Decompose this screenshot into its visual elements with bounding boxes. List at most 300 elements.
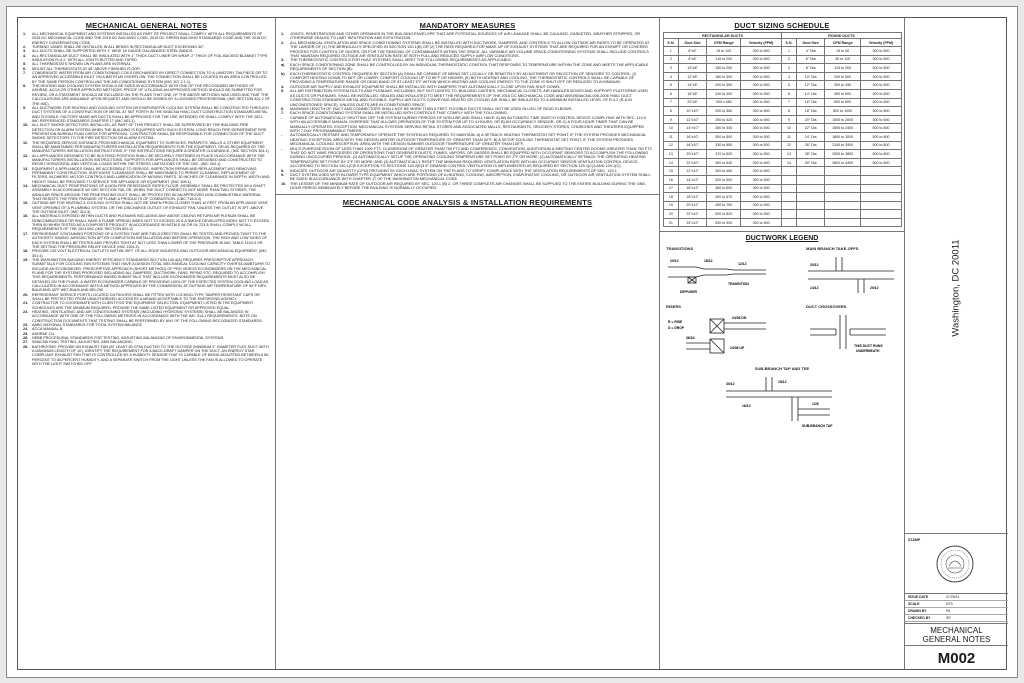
note-text: EACH THERMOSTATIC CONTROL REQUIRED BY SECTION (A) SHALL BE CAPABLE OF BEING SET LOCALLY OR REMOTELY BY ADJUSTMENT OR SELECTION OF SENSORS TO CONTROL: (I) COMFORT HEATING DOWN TO 55°F OR LOWER; COMFORT COOLING UP TO 85°F OR HIGHER; (II) BOTH HEATING AND COOLING, THE THERMOSTATIC CONTROLS SHALL BE CAPABLE OF PROVIDING A TEMPERATURE RANGE OR DEAD BAND OF AT LEAST 5°F WITHIN WHICH HEATING AND COOLING ENERGY TO THE ZONE IS SHUT OFF OR REDUCED TO A MINIMUM. [290,71,637,85]
riser-rise-note: R = RISE [668,320,683,325]
table-cell: 22" Dia [796,124,824,133]
table-row [664,150,902,159]
table-cell: 300 to 500 [741,64,782,73]
table-cell: 16"x10" [678,132,706,141]
table-cell: 300 to 500 [741,47,782,56]
note-text: INDICATE OUTDOOR AIR QUANTITY (CFM) PROVIDED BY EACH HVAC SYSTEM ON THE PLANS TO VERIFY COMPLIANCE WITH THE VENTILATION REQUIREMENTS OF SEC. 120.1. [290,168,618,173]
takeoff-size-2: 14/12 [810,286,819,291]
table-cell [860,210,901,219]
note-text: AABC NATIONAL STANDARDS FOR TOTAL SYSTEM BALANCE [32,323,143,328]
note-number: 4. [23,53,27,58]
note-text: EQUIPMENT & APPLIANCES SHALL BE ACCESSIBLE TO SERVICE, INSPECTION REPAIR AND REPLACEMENT W/O REMOVING PERMANENT CONSTRUCTION. SUFFICIENT CLEARANCE SHALL BE MAINTAINED TO PERMIT CLEANING, REPLACEMENT OF FILTERS, BLOWERS, MOTOR CONTROLS AND LUBRICATION OF MOVING PARTS. 30 INCHES OF CLEARANCE IN DEPTH, WIDTH AND HEIGHT SHALL BE PROVIDED TO SERVICE THE APPLIANCE OR EQUIPMENT. (IMC 306.1) [32,166,270,184]
note-text: PROVIDE 120 VOLT ELECTRICAL OUTLETS WITHIN 25FT. OF ALL ROOF MOUNTED AND OUTDOOR MECHANICAL EQUIPMENT. (IMC 301.4) [32,249,267,258]
table-cell: 500 to 800 [860,141,901,150]
table-row [664,175,902,184]
table-cell: 14"x8" [678,81,706,90]
note-item [281,63,654,72]
table-cell [860,167,901,176]
table-cell: 6 [664,89,679,98]
note-number: - [281,133,283,138]
table-cell: 300 to 500 [860,115,901,124]
sheet-frame [17,17,1007,670]
table-cell: 370 to 620 [707,150,741,159]
note-text: ASHRAE 111. [32,331,56,336]
table-cell: 180 to 300 [707,72,741,81]
checked-by-value: SR [946,616,951,620]
note-item [281,72,654,85]
table-cell: 6" Dia [796,55,824,64]
table-cell: 115 to 200 [707,55,741,64]
table-cell: 300 to 500 [860,55,901,64]
note-text: REFRIGERANT SERVICE PORTS LOCATED OUTDOORS SHALL BE FITTED WITH LOCKING-TYPE TAMPER RESISTANT CAPS OR SHALL BE PROTECTED FROM UNAUTHORIZED ACCESS BY A MEANS ACCEPTABLE TO THE ENFORCING AGENCY. [32,292,260,301]
table-cell: 300 to 500 [741,175,782,184]
table-row [664,89,902,98]
note-number: 7. [23,71,27,76]
table-cell: 18"x10" [678,141,706,150]
note-text: NEBB PROCEDURAL STANDARDS FOR TESTING, ADJUSTING BALANCING OF ENVIRONMENTAL SYSTEMS. [32,336,225,341]
note-text: ACCA MANUAL B. [32,327,64,332]
subbranch-diagram [722,371,842,431]
sheet-title [905,623,1008,645]
table-cell: 250 to 420 [707,115,741,124]
note-text: BATHROOMS: PROVIDE AN EXHAUST FAN (AT LEAST 50 CFM) DUCTED TO THE OUTSIDE (MINIMUM 4" DIAMETER FLEX DUCT WITH A MAXIMUM LENGTH OF 10'). IDENTIFY THE REQUIREMENT FOR A BACK-DRAFT DAMPER ON THE DUCT, AN ENERGY STAR COMPLIANT EXHAUST FAN THAT IS CONTROLLED BY A HUMIDITY SENSOR THAT IS CAPABLE OF BEING ADJUSTED BETWEEN A 50-PERCENT TO 80-PERCENT HUMIDITY, AND A SEPARATE SWITCH FROM THE LIGHT UNLESS THE FAN IS ALLOWED TO OPERATE WITH THE LIGHT SWITCHED OFF. [32,344,270,367]
note-number: 19. [23,257,29,262]
table-cell: 500 to 800 [860,158,901,167]
note-text: THE HEATING AND COOLING SYSTEM SHOULD BE SIZED IN ACCORDANCE WITH ONE OF THE RECOGNIZED METHODS OF ASHRAE, ACCA OR OTHER APPROVED METHODS. PROOF OF UTILIZING AN APPROVED METHOD SHOULD BE SUBMITTED FOR REVIEW, OR A STATEMENT SHOULD BE INCLUDED ON THE PLANS THAT ONE OF THE ABOVE METHODS WAS USED AND THAT THE CALCULATIONS ARE AVAILABLE UPON REQUEST AND SHOULD BE SIGNED BY A LICENSED PROFESSIONAL (IMC SECTION 401.2 OF THE IMC). [32,84,270,106]
subbranch-size-3: 12/8 [812,402,819,407]
table-cell: 400 to 640 [707,158,741,167]
table-row [664,132,902,141]
table-cell: 150 to 250 [707,64,741,73]
table-cell: 240 to 400 [707,89,741,98]
scale-row [905,601,1008,608]
takeoffs-label: MAIN BRANCH TAKE-OFFS [806,246,859,252]
note-number: 8. [23,84,27,89]
transition-size-3: 12/12 [738,262,747,267]
code-analysis-title: MECHANICAL CODE ANALYSIS & INSTALLATION REQUIREMENTS [342,197,593,207]
table-cell [825,210,861,219]
table-cell: 300 to 500 [741,201,782,210]
table-cell: 14"x12" [678,175,706,184]
risers-diagram [666,309,776,357]
table-row [664,115,902,124]
table-cell: 300 to 500 [741,184,782,193]
note-number: 10. [23,123,29,128]
note-number: 8. [281,168,285,173]
note-text: MAXIMUM LENGTH OF DUCT AND CONNECTORS SHALL NOT BE MORE THAN 5 FEET. FLEXIBLE DUCTS SHALL NOT BE USED IN LIEU OF RIGID ELBOWS. [290,106,573,111]
table-cell: 300 to 500 [741,210,782,219]
table-cell: 300 to 500 [741,98,782,107]
table-cell: 12 [782,141,797,150]
note-number: - [281,115,283,120]
table-cell: 12 [664,141,679,150]
table-cell: 300 to 500 [741,107,782,116]
table-cell: 18"x12" [678,193,706,202]
table-row [664,158,902,167]
note-number: 11. [23,140,29,145]
table-cell: 28" Dia [796,150,824,159]
table-cell: 300 to 500 [741,150,782,159]
table-cell [796,201,824,210]
note-item [23,167,270,184]
note-item [281,147,654,169]
table-cell [796,167,824,176]
table-cell: 21 [664,218,679,227]
note-text: AUTOMATICALLY RESTART AND TEMPORARILY OPERATE THE SYSTEM AS REQUIRED TO MAINTAIN: A) A SETBACK HEATING THERMOSTAT SET POINT, IF THE SYSTEM PROVIDES MECHANICAL HEATING; EXCEPTION: AREA WITH THE DESIGN WINTER OUTDOOR TEMPERATURE OF GREATER THAN 32°F. B) A SETUP COOLING THERMOSTAT SET POINT, IF THE SYSTEM PROVIDES MECHANICAL COOLING. EXCEPTION: AREA WITH THE DESIGN SUMMER OUTDOOR TEMPERATURE OF GREATER THAN 100°F. [290,133,647,147]
table-cell [860,218,901,227]
table-row [664,210,902,219]
table-cell: 2100 to 3400 [825,141,861,150]
note-text: ALL MECHANICAL VENTILATION AND SPACE-CONDITIONING SYSTEMS SHALL BE INSTALLED WITH DUCTWORK, DAMPERS, AND CONTROLS TO ALLOW OUTSIDE AIR RATES TO BE OPERATED AT THE LARGER OF (1) THE BERNOULLI'S SPECIFIED IN SECTION 120.1(B) OR (2) THE RATE REQUIRED FOR MAKE UP OF EXHAUST SYSTEMS THAT ARE REQUIRED FOR AN EXEMPT OR COVERED PROCESS FOR CONTROL OF ODORS, OR FOR THE REMOVAL OF CONTAMINANTS WITHIN THE SPACE. ALL VARIABLE AIR VOLUME SPACE-CONDITIONING SYSTEMS SHALL INCLUDE CONTROLS THAT MAINTAIN REQUIRED OUTSIDE AIR VENTILATION RATE AT BOTH FULL AND REDUCED SUPPLY AIRFLOW CONDITIONS. [290,40,650,59]
note-number: 5. [281,89,285,94]
duct-schedule-title: DUCT SIZING SCHEDULE [734,21,830,30]
takeoff-size-1: 20/12 [810,263,819,268]
table-cell: 12" Dia [796,81,824,90]
table-cell: 20" Dia [796,115,824,124]
issue-date-row [905,594,1008,601]
table-row [664,72,902,81]
table-row [664,184,902,193]
note-item [23,301,270,310]
note-item [23,214,270,231]
note-number: 4. [281,84,285,89]
table-cell: 260 to 440 [707,124,741,133]
project-location-text: Washington, DC 20011 [950,239,962,337]
note-item [23,32,270,45]
subbranch-label: SUB-BRANCH TAP AND TEE [754,366,810,372]
note-number: 18. [23,249,29,254]
note-item [281,173,654,182]
table-cell [782,210,797,219]
table-cell: 16 [664,175,679,184]
table-cell: 300 to 500 [860,107,901,116]
table-cell: 300 to 500 [860,98,901,107]
note-item [23,249,270,258]
note-item [23,141,270,154]
table-cell: 200 to 360 [707,107,741,116]
scale-value: NTS [946,602,953,606]
table-cell [825,201,861,210]
note-number: 14. [23,184,29,189]
note-number: 22. [23,310,29,314]
note-number: 20. [23,292,29,297]
note-text: ALL RECTANGULAR DUCT SHALL BE INSULATED WITH 1" THICK DUCT LINER OR WRAP, 2" THICK OF FOIL BACKED BLANKET TYPE INSULATION R=4.2. WITH ALL JOINTS BUTTED AND TAPED. [32,53,268,63]
note-item [281,41,654,59]
issue-date-label: ISSUE DATE [908,595,929,599]
note-item [23,123,270,140]
note-number: 9. [281,173,285,177]
table-cell [782,167,797,176]
note-number: 21. [23,301,29,306]
note-number: 25. [23,331,29,336]
stamp-label: STAMP [908,538,921,542]
table-cell: 15 to 100 [707,47,741,56]
note-number: 1. [23,32,27,36]
note-number: 15. [23,201,29,206]
table-cell: 400 to 670 [707,193,741,202]
duct-column [660,18,905,669]
note-item [23,201,270,214]
note-number: - [281,146,283,151]
table-row [664,64,902,73]
table-cell: 2 [782,55,797,64]
duct-column-headers [664,39,902,47]
table-cell: 9 [782,115,797,124]
note-text: TURNING VANES SHALL BE INSTALLED IN ALL BENDS IN RECTANGULAR DUCT EXCEEDING 30°. [32,45,205,50]
table-cell: 6"x6" [678,47,706,56]
table-cell: 3 [782,64,797,73]
table-cell [782,193,797,202]
table-cell [860,175,901,184]
table-cell: 300 to 500 [741,72,782,81]
legend-risers [666,304,776,357]
note-text: ALL APPLIANCES DESIGNED TO BE IN A FIXED POSITION SHALL BE SECURELY FASTENED IN PLACE IN ACCORDANCE WITH THE MANUFACTURERS INSTALLATION INSTRUCTIONS. SUPPORTS FOR APPLIANCES SHALL BE DESIGNED AND CONSTRUCTED TO RESIST HORIZONTAL AND VERTICAL LOADS WITHIN THE STRESS LIMITATIONS OF THE CBC. (IMC 304.1) [32,153,265,167]
table-cell [860,184,901,193]
note-number: 1. [281,32,285,36]
note-item [23,258,270,293]
drawn-by-label: DRAWN BY [908,609,927,613]
table-cell: 530 to 900 [707,218,741,227]
note-number: 3. [281,58,285,63]
stamp-box [905,533,1008,593]
round-ducts-header: ROUND DUCTS [782,33,902,39]
table-cell: 300 to 500 [741,89,782,98]
table-cell: 300 to 500 [741,115,782,124]
note-text: ALL DUCTWORK FOR HEATING AND COOLING SYSTEM OR EVAPORATIVE COOLING SYSTEM SHALL BE CONSTRUCTED THROUGH DUCT SYSTEMS OF A CONSTRUCTION OF METAL AT SET FORTH IN THE SMACNA HVAC DUCT CONSTRUCTION STANDARD-METAL AND FLEXIBLE. FACTORY MADE AIR DUCTS SHALL BE APPROVED FOR THE USE INTENDED OR SHALL COMPLY WITH THE 2021 IMC REFERENCED STANDARDS CHAPTER 17 (IMC 603.1). [32,105,269,123]
table-cell: 300 to 500 [741,167,782,176]
note-number: 6. [281,106,285,111]
crossovers-label: DUCT CROSSOVERS [806,304,847,310]
issue-date-value: 07/29/24 [946,595,960,599]
transition-size-1: 20/12 [670,259,679,264]
table-cell: 330 to 550 [707,141,741,150]
table-cell: 2 [664,55,679,64]
note-number: 6. [23,66,27,71]
table-cell: 24" Dia [796,132,824,141]
table-row [664,47,902,56]
note-item [281,182,654,191]
note-text: THE REQUIRED SERVICE DISTANCE FROM MECHANICAL EQUIPMENT TO SURFACES, PARAPETS, WALLS & OTHER EQUIPMENT SHALL BE MAINTAINED PER MANUFACTURERS INSTALLATION REQUIREMENTS FOR THE EQUIPMENT, OR AS REQUIRED BY THE MANUFACTURERS INSTALLATION INSTRUCTIONS, IF THE INSTRUCTIONS REQUIRE A GREATER CLEARANCE. (IMC SECTION 304.1) [32,140,269,154]
table-cell: 300 to 500 [741,81,782,90]
duct-column-header: Duct Size [678,39,706,47]
table-cell [825,184,861,193]
crossover-note-2: UNDERNEATH [856,349,880,354]
note-item [23,293,270,302]
note-text: REFRIGERANT CONTAINING PORTIONS OF A SYSTEM THAT ARE FIELD ERECTED SHALL BE TESTED AND PROVED TIGHT TO THE AUTHORITY HAVING JURISDICTION AFTER COMPLETION INSTALLATION AND BEFORE OPERATION. THE HIGH AND LOW SIDES OF EACH SYSTEM SHALL BE TESTED AND PROVED TIGHT AT NOT LESS THAN LOWER OF THE PRESSURE IN IMC TABLE 1104.3 OR THE SETTING THE PRESSURE RELIEF DEVICE (IMC 1104.3). [32,231,268,249]
note-number: 16. [23,214,29,219]
seal-icon [935,544,975,584]
note-text: MECHANICAL DUCT PENETRATIONS OF A NON-FIRE RESISTANCE RATED FLOOR, ASSEMBLY SHALL BE PROTECTED W/ A SHAFT ASSEMBLY IN ACCORDANCE W/ CBC SECTION 708, OR, WHEN THE DUCT CONNECTS NOT MORE THAN TWO STORIES, THE ANNULAR SPACE AROUND THE PENETRATING DUCT SHALL BE PROTECTED W/ AN APPROVED NON-COMBUSTIBLE MATERIAL THAT RESISTS THE FREE PASSAGE OF FLAME & PRODUCTS OF COMBUSTION. (CBC 716.5.3) [32,184,266,202]
table-row [664,141,902,150]
note-item [281,116,654,134]
note-text: MOUNT ALL THERMOSTATS AT 48" ABOVE FINISHED FLOOR. [32,66,141,71]
table-cell: 10 [664,124,679,133]
table-cell: 3 [664,64,679,73]
note-number: 12. [23,153,29,158]
table-cell: 500 to 800 [860,132,901,141]
table-cell: 5 [664,81,679,90]
note-number: 13. [23,166,29,171]
table-cell: 20"x8" [678,98,706,107]
table-cell: 9 [664,115,679,124]
title-block [905,18,1008,669]
duct-column-header: Velocity (FPM) [741,39,782,47]
table-cell: 2500 to 3800 [825,150,861,159]
table-cell: 1000 to 2000 [825,115,861,124]
note-number: 26. [23,336,29,341]
risers-label: RISERS [666,304,681,310]
note-number: 24. [23,327,29,332]
note-text: ALL DUCT SMOKE DETECTORS INSTALLED, AS PART OF THIS PROJECT SHALL BE SUPERVISED BY THE BUILDING FIRE DETECTION OR ALARM SYSTEM WHEN THE BUILDING IS EQUIPPED WITH SUCH SYSTEM. LONG REACH FIRE DEPARTMENT FIRE PREVENTION BUREAU PLAN CHECK FOR APPROVAL. CONTRACTOR SHALL BE RESPONSIBLE FOR CONNECTION OF THE DUCT SMOKE DETECTORS TO THE FIRE DETECTION OR ALARM SYSTEM. [32,123,267,141]
rect-ducts-header: RECTANGULAR DUCTS [664,33,782,39]
duct-sizing-table [663,32,902,227]
drawn-by-value: PA [946,609,951,613]
table-cell: 300 to 450 [825,81,861,90]
ductwork-legend-title: DUCTWORK LEGEND [660,231,904,244]
table-cell: 1 [664,47,679,56]
table-cell: 300 to 480 [707,167,741,176]
note-item [281,133,654,146]
note-number: 9. [23,105,27,110]
table-cell: 6 [782,89,797,98]
note-number: 10. [281,181,287,186]
table-cell: 300 to 500 [741,124,782,133]
table-cell: 14 [782,158,797,167]
table-cell [825,167,861,176]
table-cell [860,193,901,202]
table-cell [796,175,824,184]
duct-column-header: S.N. [782,39,797,47]
table-row [664,167,902,176]
table-cell: 800 to 1000 [825,107,861,116]
table-cell: 18 [664,193,679,202]
table-cell: 600 to 800 [825,98,861,107]
table-cell: 500 to 800 [860,124,901,133]
note-text: JOINTS, PENETRATIONS AND OTHER OPENINGS IN THE BUILDING ENVELOPE THAT ARE POTENTIAL SOURCES OF AIR LEAKAGE SHALL BE CAULKED, GASKETED, WEATHER STRIPPED, OR OTHERWISE SEALED TO LIMIT INFILTRATION AND EXFILTRATION. [290,32,641,41]
note-text: CONDENSATE WATER FROM AIR CONDITIONING COILS DISCHARGED BY DIRECT CONNECTION TO A LAVATORY TAILPIECE OR TO AN APPROVED ACCESSIBLE INLET ON A BATHTUB OVERFLOW. THE CONNECTION SHALL BE LOCATED IN AN AREA CONTROLLED BY THE SAME PERSON CONTROLLING THE AIR-CONDITIONING SYSTEM (IMC 307.2.1.1). [32,71,268,84]
table-cell: 14 [664,158,679,167]
table-cell: 360 to 600 [707,184,741,193]
table-cell: 10 [782,124,797,133]
note-text: MULTI-PURPOSE ROOM OF LESS THAN 1000 FT2, CLASSROOM OF GREATER THAN 750 FT2 AND CONFERENCE, CONVENTION, AUDITORIUM & MEETING CENTER ROOMS GREATER THAN 750 FT2 THAT DO NOT HAVE PROCESSES OR OPERATIONS THAT GENERATE DUSTS, FUMES, VAPORS, OR GASSES SHALL BE EQUIPPED WITH OCCUPANT SENSORS TO ACCOMPLISH THE FOLLOWING DURING UNOCCUPIED PERIODS: (1) AUTOMATICALLY SETUP THE OPERATING COOLING TEMPERATURE SET POINT BY 2°F OR MORE; (2) AUTOMATICALLY SETBACK THE OPERATING HEATING TEMPERATURE SET POINT BY 2°F OR MORE; AND (3) AUTOMATICALLY RESET THE MINIMUM REQUIRED VENTILATION RATE WITH AN OCCUPANT SENSOR VENTILATION CONTROL DEVICE ACCORDING TO SECTION 120.1(C)5 EXCEPTION TO SECTIONS 120.2(E)3 IF DEMAND CONTROL VENTILATION IS IMPLEMENTED AS REQUIRED BY SECTION 120.1(C)3 AND 120.1(C). [290,146,652,169]
table-cell: 22"x10" [678,158,706,167]
diffuser-label: DIFFUSER [680,290,697,295]
table-row [664,218,902,227]
note-number: 7. [281,111,285,116]
sheet-number: M002 [905,645,1008,669]
table-cell: 300 to 500 [741,141,782,150]
table-cell: 300 to 500 [860,89,901,98]
table-cell [796,210,824,219]
takeoff-size-3: 20/12 [870,286,879,291]
subbranch-size-4: 16/12 [742,404,751,409]
legend-takeoffs [806,246,898,297]
table-row [664,55,902,64]
note-text: HEATING, VENTILATING, AND AIR CONDITIONING SYSTEMS (INCLUDING HYDRONIC SYSTEMS) SHALL BE BALANCED IN ACCORDANCE WITH ONE OF THE FOLLOWING METHODS IN ACCORDANCE WITH THE IMC 314.1 REQUIREMENTS. NOTE ON CONSTRUCTION DOCUMENTS THAT TESTING SHALL BE PERFORMED BY ANY OF THE FOLLOWING RECOGNIZED STANDARDS: [32,310,263,323]
table-cell: 11 [664,132,679,141]
duct-column-header: Duct Size [796,39,824,47]
table-cell [796,184,824,193]
duct-column-header: CFM Range [825,39,861,47]
table-cell: 19 [664,201,679,210]
table-cell: 20"x10" [678,150,706,159]
note-item [23,232,270,249]
note-number: 5. [23,62,27,67]
drawn-by-row [905,608,1008,615]
table-cell: 10"x8" [678,64,706,73]
table-cell: 500 to 800 [860,150,901,159]
note-text: DUCT SYSTEM USED WITH BLOWER TYPE EQUIPMENT WHICH ARE PORTIONS OF A HEATING, COOLING, ABSORPTION, EVAPORATIVE COOLING, OR OUTDOOR AIR VENTILATION SYSTEM SHALL BE SIZED IN ACCORDANCE WITH CHAPTER 17 OF THE WASHINGTON MECHANICAL CODE. [290,173,651,182]
table-cell: 300 to 500 [741,193,782,202]
ductwork-legend [660,244,904,544]
subbranch-tap-label: SUB-BRANCH TAP [802,424,833,429]
note-text: EACH SPACE-CONDITIONING SYSTEM SHALL BE INSTALLED WITH CONTROLS THAT COMPLY WITH THE FOLLOWING: [290,111,508,116]
table-cell: 5 [782,81,797,90]
table-cell: 18" Dia [796,107,824,116]
note-item [23,345,270,367]
note-item [23,54,270,63]
note-number: a) [281,62,285,67]
table-cell: 450 to 750 [707,201,741,210]
table-cell: 8 [664,107,679,116]
table-cell: 300 to 500 [860,72,901,81]
note-text: THE LESSER OF THE MINIMUM RATE OF OUTDOOR AIR REQUIRED BY SEC. 120.1 (B) 2, OR THREE COMPLETE AIR CHANGES SHALL BE SUPPLIED TO THE ENTIRE BUILDING DURING THE ONE-HOUR PERIOD IMMEDIATELY BEFORE THE BUILDING IS NORMALLY OCCUPIED. [290,181,647,191]
table-cell: 450 to 600 [825,89,861,98]
note-number: b) [281,71,285,76]
sheet-info [905,593,1008,622]
table-cell: 300 to 500 [860,81,901,90]
crossovers-diagram [806,309,898,359]
table-cell [825,193,861,202]
table-cell: 24"x12" [678,218,706,227]
table-cell: 2800 to 4400 [825,158,861,167]
note-text: THE THERMOSTATIC CONTROLS FOR HVAC SYSTEMS SHALL MEET THE FOLLOWING REQUIREMENTS AS APPLICABLE: [290,58,512,63]
table-cell: 200 to 500 [825,72,861,81]
note-number: 28. [23,344,29,349]
sheet-title-line-1: MECHANICAL [930,626,983,635]
duct-column-header: S.N. [664,39,679,47]
table-cell: 12"x12" [678,167,706,176]
table-row [664,98,902,107]
table-row [664,201,902,210]
note-text: ALL DUCTS SHALL BE SUPPORTED WITH 1" WIDE 16 GAUGE GALVANIZED STEEL BANDS. [32,49,194,54]
table-cell: 8" Dia [796,64,824,73]
table-cell: 12"x10" [678,115,706,124]
duct-table-body [664,47,902,227]
table-cell: 14"x10" [678,124,706,133]
table-cell: 11 [782,132,797,141]
note-number: 27. [23,340,29,345]
note-text: THE WASHINGTON BUILDING ENERGY EFFICIENCY STANDARDS SECTION 140.4(A) REQUIRES PRESCRIPTIVE APPROACH SUBMITTALS FOR COOLING FAN SYSTEMS THAT HAVE A DESIGN TOTAL MECHANICAL COOLING CAPACITY OVER 54,000BTU/HR TO INCLUDE AN ECONOMIZER. PRESCRIPTIVE APPROACH (SHORT METHOD) OF PRO VIDEOS ECONOMIZERS ON THE MECHANICAL PLANS FOR THE SYSTEMS PROPOSED INCLUDING ALL DAMPERS, DUCTWORK, FANS, PIPING ETC. REQUIRED TO ACCOMPLISH THIS REQUIREMENTS. PERFORMANCE BASED SUBMITTALS THAT INCLUDE ECONOMIZER REQUIREMENTS MUST ALSO BE DETAILED ON THE PLANS. A WATER ECONOMIZER CAPABLE OF PROVIDING 100% OF THE EXPECTED SYSTEM COOLING LOAD AS CALCULATED IN ACCORDANCE WITH A METHOD APPROVED BY THE COMMISSION, AT OUTSIDE AIR TEMPERATURE OF 50°F DRY-BULB AND 45°F WET-BULB AND BELOW. [32,257,270,293]
table-cell: 1 [782,47,797,56]
table-cell: 1500 to 2400 [825,124,861,133]
sheet-title-line-2: GENERAL NOTES [922,635,991,644]
table-cell: 15 [664,167,679,176]
note-text: OUTDOOR AIR SUPPLY AND EXHAUST EQUIPMENT SHALL BE INSTALLED WITH DAMPERS THAT AUTOMATICALLY CLOSE UPON FAN SHUT DOWN. [290,84,561,89]
table-cell: 4 [782,72,797,81]
note-number: 3. [23,49,27,54]
transition-size-2: 18/12 [704,259,713,264]
table-cell: 300 to 500 [707,175,741,184]
riser-size-1: 24/36 DN [732,316,747,321]
transitions-diagram [666,251,776,297]
table-row [664,107,902,116]
subbranch-size-2: 18/12 [778,380,787,385]
table-cell: 1800 to 3000 [825,132,861,141]
note-item [281,89,654,107]
drawing-sheet [6,6,1018,678]
table-cell: 13 [782,150,797,159]
